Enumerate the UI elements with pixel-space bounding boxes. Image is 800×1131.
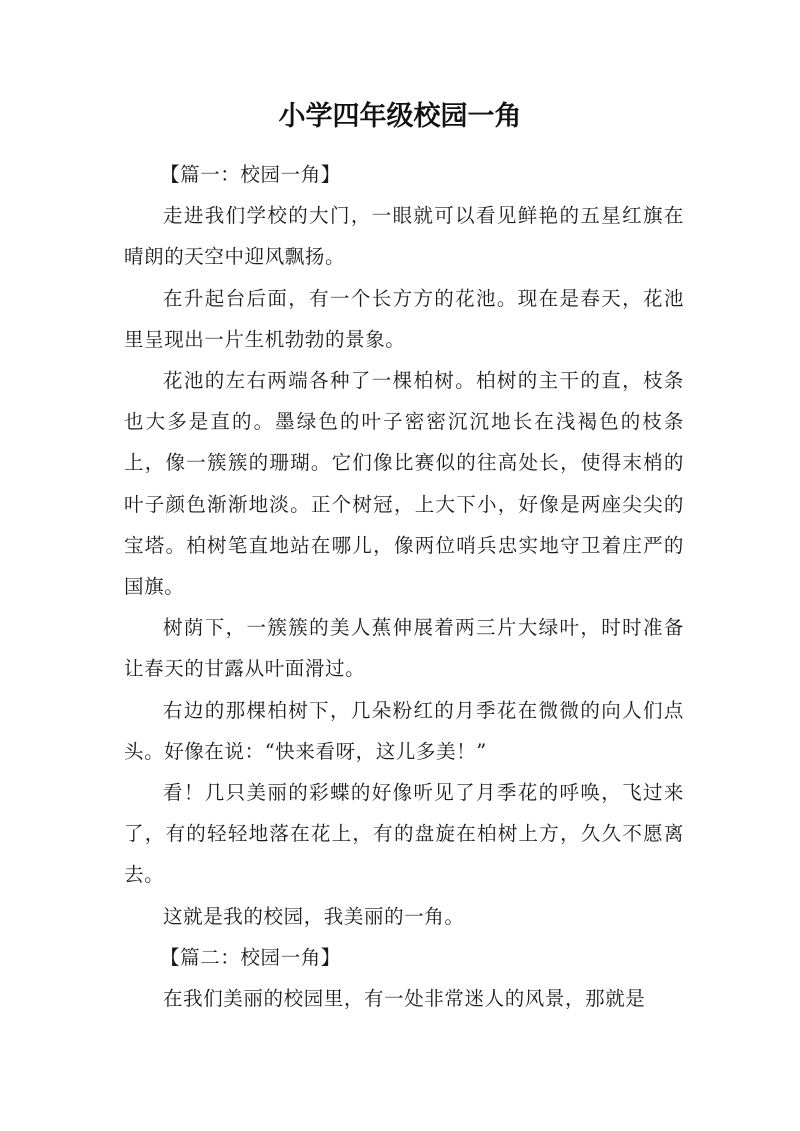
paragraph: 在升起台后面，有一个长方方的花池。现在是春天，花池里呈现出一片生机勃勃的景象。 (124, 286, 684, 351)
paragraph: 花池的左右两端各种了一棵柏树。柏树的主干的直，枝条也大多是直的。墨绿色的叶子密密沉沉地长在浅褐色的枝条上，像一簇簇的珊瑚。它们像比赛似的往高处长，使得末梢的叶子颜色渐渐地淡。正个树冠，上大下小，好像是两座尖尖的宝塔。柏树笔直地站在哪儿，像两位哨兵忠实地守卫着庄严的国旗。 (124, 369, 684, 599)
section-heading-2: 【篇二：校园一角】 (160, 945, 341, 969)
page-title: 小学四年级校园一角 (278, 101, 522, 132)
paragraph: 右边的那棵柏树下，几朵粉红的月季花在微微的向人们点头。好像在说：“快来看呀，这儿多美！” (124, 698, 684, 763)
document-body (124, 154, 684, 1019)
paragraph: 这就是我的校园，我美丽的一角。 (163, 904, 465, 928)
section-heading-1: 【篇一：校园一角】 (160, 163, 341, 186)
paragraph: 树荫下，一簇簇的美人蕉伸展着两三片大绿叶，时时准备让春天的甘露从叶面滑过。 (124, 616, 684, 681)
paragraph: 在我们美丽的校园里，有一处非常迷人的风景，那就是 (163, 987, 646, 1011)
paragraph: 走进我们学校的大门，一眼就可以看见鲜艳的五星红旗在晴朗的天空中迎风飘扬。 (124, 204, 684, 269)
paragraph: 看！几只美丽的彩蝶的好像听见了月季花的呼唤，飞过来了，有的轻轻地落在花上，有的盘旋在柏树上方，久久不愿离去。 (124, 781, 684, 887)
